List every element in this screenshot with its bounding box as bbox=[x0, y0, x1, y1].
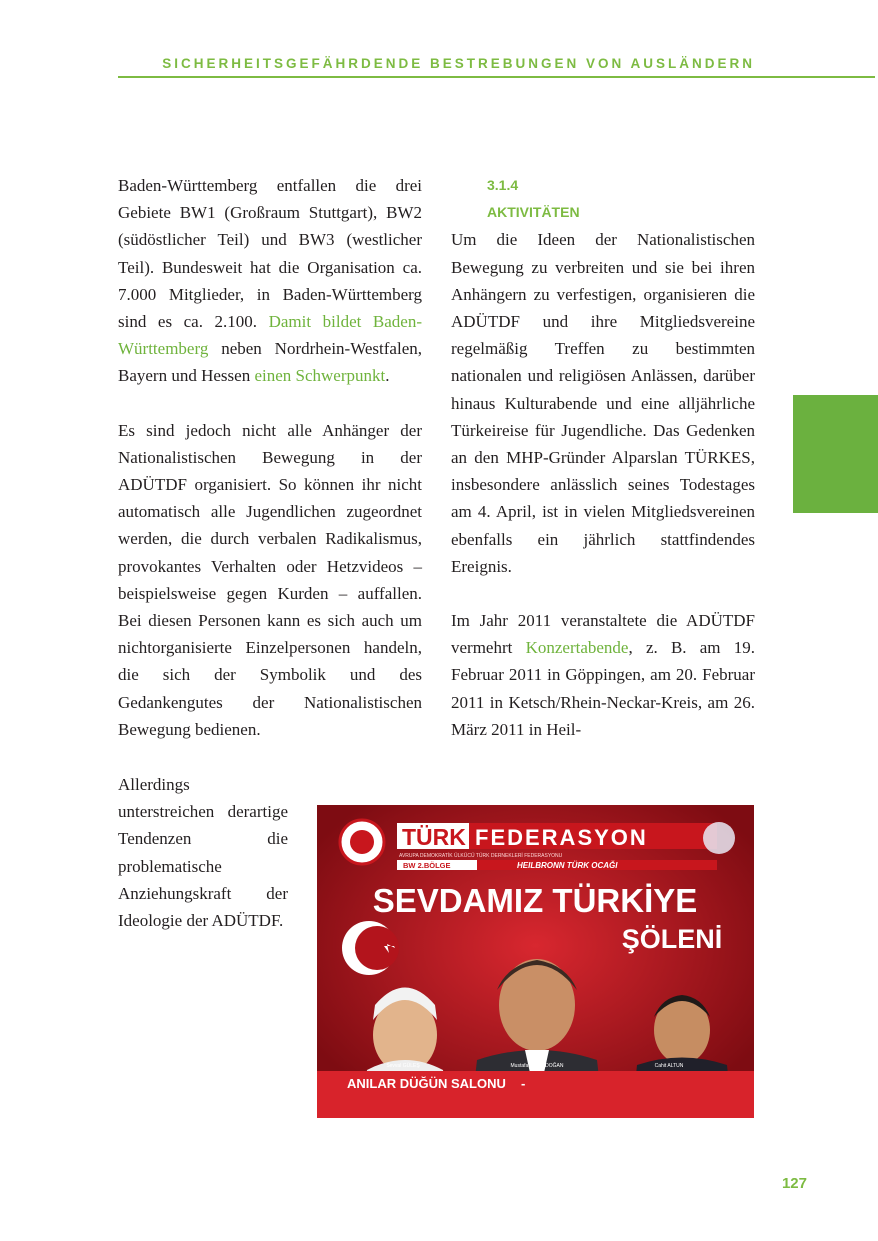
text-run: Baden-Württemberg entfallen die drei Gebiete BW1 (Großraum Stuttgart), BW2 (südöstlicher Teil) und BW3 (westlicher Teil). Bundesweit hat die Organisation ca. 7.000 Mitglieder, in Baden-Württemberg sind es ca. 2.100. bbox=[118, 176, 422, 332]
poster-subtitle: AVRUPA DEMOKRATİK ÜLKÜCÜ TÜRK DERNEKLERİ FEDERASYONU bbox=[399, 853, 563, 859]
performer-name-left: Sevval GÜLEŞ bbox=[386, 1063, 420, 1069]
text-run: . bbox=[385, 366, 390, 386]
poster-local: HEILBRONN TÜRK OCAĞI bbox=[517, 861, 618, 870]
highlight-text: einen Schwerpunkt bbox=[254, 366, 386, 386]
concert-poster-image bbox=[317, 805, 754, 1118]
left-paragraph-3: Allerdings unterstreichen derartige Tendenzen die problematische Anziehungskraft der Ideologie der ADÜTDF. bbox=[118, 775, 288, 931]
performer-name-center: Mustafa YILDIZDOĞAN bbox=[510, 1063, 564, 1069]
right-paragraph-2 bbox=[451, 607, 755, 743]
text-run: Im Jahr 2011 veranstaltete die ADÜTDF vermehrt bbox=[451, 611, 755, 658]
flag-emblem-icon bbox=[703, 822, 735, 854]
chapter-tab bbox=[793, 395, 878, 513]
text-run: neben Nordrhein-Westfalen, Bayern und Hessen bbox=[118, 339, 422, 386]
highlight-text: Damit bildet Baden-Württemberg bbox=[118, 312, 422, 359]
brand-turk: TÜRK bbox=[402, 824, 466, 850]
running-title: SICHERHEITSGEFÄHRDENDE BESTREBUNGEN VON AUSLÄNDERN bbox=[162, 56, 755, 71]
section-title: AKTIVITÄTEN bbox=[487, 204, 580, 221]
poster-artwork bbox=[317, 805, 754, 1118]
right-paragraph-1: Um die Ideen der Nationalistischen Bewegung zu verbreiten und sie bei ihren Anhängern zu verfestigen, organisieren die ADÜTDF und ihre Mitgliedsvereine regelmäßig Treffen zu bestimmten nationalen und religiösen Anlässen, darüber hinaus Kulturabende und eine alljährliche Türkeireise für Jugendliche. Das Gedenken an den MHP-Gründer Alparslan TÜRKES, insbesondere anlässlich seines Todestages am 4. April, ist in vielen Mitgliedsvereinen ebenfalls ein jährlich stattfindendes Ereignis. bbox=[451, 230, 755, 576]
venue-suffix: - bbox=[521, 1076, 526, 1091]
poster-region: BW 2.BÖLGE bbox=[403, 861, 451, 870]
section-number: 3.1.4 bbox=[487, 177, 519, 193]
text-run: , z. B. am 19. Februar 2011 in Göppingen, am 20. Februar 2011 in Ketsch/Rhein-Neckar-Kreis, am 26. März 2011 in Heil- bbox=[451, 638, 755, 739]
highlight-text: Konzertabende bbox=[525, 638, 629, 658]
brand-federasyon: FEDERASYON bbox=[475, 825, 648, 850]
performer-name-right: Cahit ALTUN bbox=[654, 1063, 684, 1069]
poster-headline: SEVDAMIZ TÜRKİYE bbox=[372, 882, 698, 919]
page-number: 127 bbox=[781, 1175, 807, 1192]
left-column bbox=[118, 172, 422, 743]
venue-label: ANILAR DÜĞÜN SALONU bbox=[347, 1076, 506, 1091]
left-paragraph-2: Es sind jedoch nicht alle Anhänger der Nationalistischen Bewegung in der ADÜTDF organisiert. So können ihr nicht automatisch alle Jugendlichen zugeordnet werden, die durch verbalen Radikalismus, provokantes Verhalten oder Hetzvideos – beispielsweise gegen Kurden – auffallen. Bei diesen Personen kann es sich auch um nichtorganisierte Einzelpersonen handeln, die sich der Symbolik und des Gedankengutes der Nationalistischen Bewegung bedienen. bbox=[118, 420, 422, 739]
poster-subheadline: ŞÖLENİ bbox=[621, 924, 723, 954]
right-column bbox=[451, 172, 755, 743]
left-paragraph-1 bbox=[118, 172, 422, 390]
header-rule bbox=[118, 76, 875, 78]
